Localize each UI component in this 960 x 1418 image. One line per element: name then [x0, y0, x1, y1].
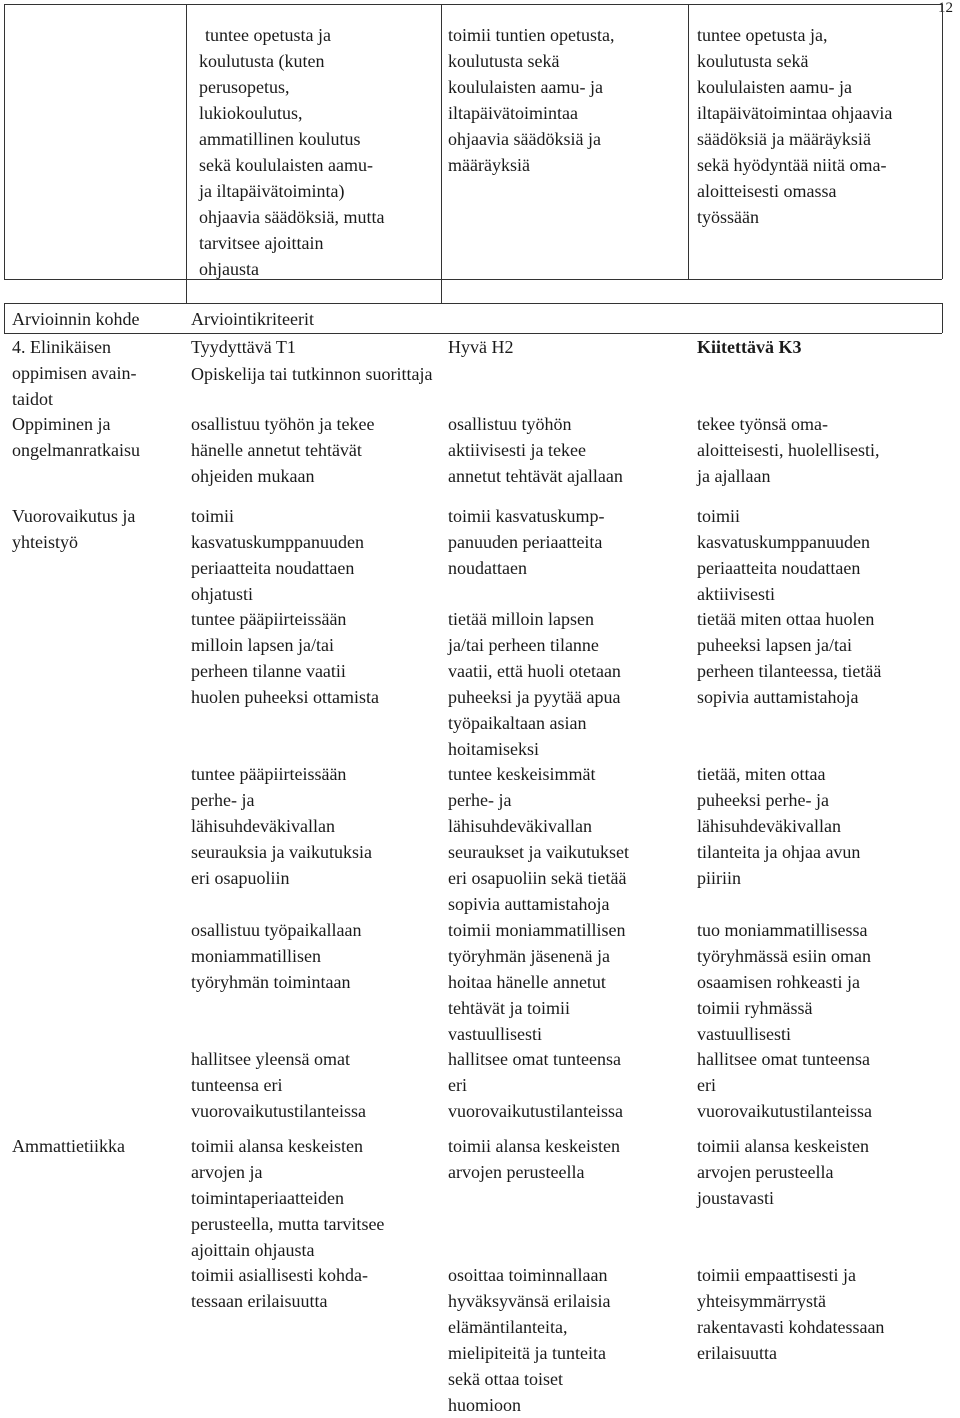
oppiminen-k3: tekee työnsä oma- aloitteisesti, huolellisesti, ja ajallaan — [697, 414, 880, 486]
vuorovaikutus-1-h2: tietää milloin lapsen ja/tai perheen tilanne vaatii, että huoli otetaan puheeksi ja pyytää apua työpaikaltaan asian hoitamiseksi — [448, 609, 621, 759]
ammattietiikka-0-h2: toimii alansa keskeisten arvojen perusteella — [448, 1136, 620, 1182]
top-table-top-border — [4, 4, 942, 5]
vuorovaikutus-4-h2: hallitsee omat tunteensa eri vuorovaikutustilanteissa — [448, 1049, 623, 1121]
section-label: 4. Elinikäisen oppimisen avain- taidot — [12, 337, 137, 409]
grade-h2-heading: Hyvä H2 — [448, 337, 514, 357]
vuorovaikutus-0-h2: toimii kasvatuskump- panuuden periaatteita noudattaen — [448, 506, 605, 578]
criteria-table-left-border — [4, 303, 5, 333]
top-table-divider-1 — [186, 4, 187, 279]
vuorovaikutus-4-t1: hallitsee yleensä omat tunteensa eri vuorovaikutustilanteissa — [191, 1049, 366, 1121]
vuorovaikutus-0-k3: toimii kasvatuskumppanuuden periaatteita noudattaen aktiivisesti — [697, 506, 870, 604]
oppiminen-h2: osallistuu työhön aktiivisesti ja tekee annetut tehtävät ajallaan — [448, 414, 623, 486]
top-table-right-border — [942, 4, 943, 279]
vuorovaikutus-1-k3: tietää miten ottaa huolen puheeksi lapsen ja/tai perheen tilanteessa, tietää sopivia auttamistahoja — [697, 609, 882, 707]
page-number: 12 — [938, 0, 953, 16]
top-table-bottom-border — [4, 279, 942, 280]
ammattietiikka-0-k3: toimii alansa keskeisten arvojen perusteella joustavasti — [697, 1136, 869, 1208]
row-label-vuorovaikutus: Vuorovaikutus ja yhteistyö — [12, 506, 136, 552]
top-t1-cell: tuntee opetusta ja koulutusta (kuten perusopetus, lukiokoulutus, ammatillinen koulutus sekä koululaisten aamu- ja iltapäivätoiminta) ohjaavia säädöksiä, mutta tarvitsee ajoittain ohjausta — [199, 25, 385, 279]
ammattietiikka-1-t1: toimii asiallisesti kohda- tessaan erilaisuutta — [191, 1265, 368, 1311]
grade-k3-heading: Kiitettävä K3 — [697, 337, 802, 357]
ammattietiikka-1-h2: osoittaa toiminnallaan hyväksyvänsä erilaisia elämäntilanteita, mielipiteitä ja tunteita sekä ottaa toiset huomioon — [448, 1265, 611, 1415]
vuorovaikutus-3-t1: osallistuu työpaikallaan moniammatillisen työryhmän toimintaan — [191, 920, 362, 992]
gap-row-divider-right — [441, 280, 442, 304]
ammattietiikka-1-k3: toimii empaattisesti ja yhteisymmärrystä rakentavasti kohdatessaan erilaisuutta — [697, 1265, 885, 1363]
subject-line: Opiskelija tai tutkinnon suorittaja — [191, 364, 433, 384]
criteria-heading: Arviointikriteerit — [191, 309, 314, 329]
top-table-divider-2 — [441, 4, 442, 279]
vuorovaikutus-0-t1: toimii kasvatuskumppanuuden periaatteita noudattaen ohjatusti — [191, 506, 364, 604]
assessment-target-heading: Arvioinnin kohde — [12, 309, 140, 329]
row-label-oppiminen: Oppiminen ja ongelmanratkaisu — [12, 414, 140, 460]
top-h2-cell: toimii tuntien opetusta, koulutusta sekä koululaisten aamu- ja iltapäivätoimintaa ohjaavia säädöksiä ja määräyksiä — [448, 25, 615, 175]
vuorovaikutus-2-t1: tuntee pääpiirteissään perhe- ja lähisuhdeväkivallan seurauksia ja vaikutuksia eri osapuoliin — [191, 764, 372, 888]
vuorovaikutus-3-h2: toimii moniammatillisen työryhmän jäsenenä ja hoitaa hänelle annetut tehtävät ja toimii vastuullisesti — [448, 920, 626, 1044]
vuorovaikutus-1-t1: tuntee pääpiirteissään milloin lapsen ja/tai perheen tilanne vaatii huolen puheeksi ottamista — [191, 609, 379, 707]
row-label-ammattietiikka: Ammattietiikka — [12, 1136, 125, 1156]
vuorovaikutus-2-k3: tietää, miten ottaa puheeksi perhe- ja lähisuhdeväkivallan tilanteita ja ohjaa avun piiriin — [697, 764, 861, 888]
grade-t1-heading: Tyydyttävä T1 — [191, 337, 296, 357]
gap-row-divider-left — [186, 280, 187, 304]
top-table-divider-3 — [688, 4, 689, 279]
top-table-left-border — [4, 4, 5, 279]
gap-row-line — [4, 303, 942, 304]
top-k3-cell: tuntee opetusta ja, koulutusta sekä koululaisten aamu- ja iltapäivätoimintaa ohjaavia säädöksiä ja määräyksiä sekä hyödyntää niitä oma- aloitteisesti omassa työssään — [697, 25, 893, 227]
ammattietiikka-0-t1: toimii alansa keskeisten arvojen ja toimintaperiaatteiden perusteella, mutta tarvitsee ajoittain ohjausta — [191, 1136, 385, 1260]
vuorovaikutus-4-k3: hallitsee omat tunteensa eri vuorovaikutustilanteissa — [697, 1049, 872, 1121]
vuorovaikutus-3-k3: tuo moniammatillisessa työryhmässä esiin oman osaamisen rohkeasti ja toimii ryhmässä vastuullisesti — [697, 920, 871, 1044]
criteria-table-right-border — [942, 303, 943, 333]
oppiminen-t1: osallistuu työhön ja tekee hänelle annetut tehtävät ohjeiden mukaan — [191, 414, 375, 486]
vuorovaikutus-2-h2: tuntee keskeisimmät perhe- ja lähisuhdeväkivallan seuraukset ja vaikutukset eri osapuoliin sekä tietää sopivia auttamistahoja — [448, 764, 629, 914]
